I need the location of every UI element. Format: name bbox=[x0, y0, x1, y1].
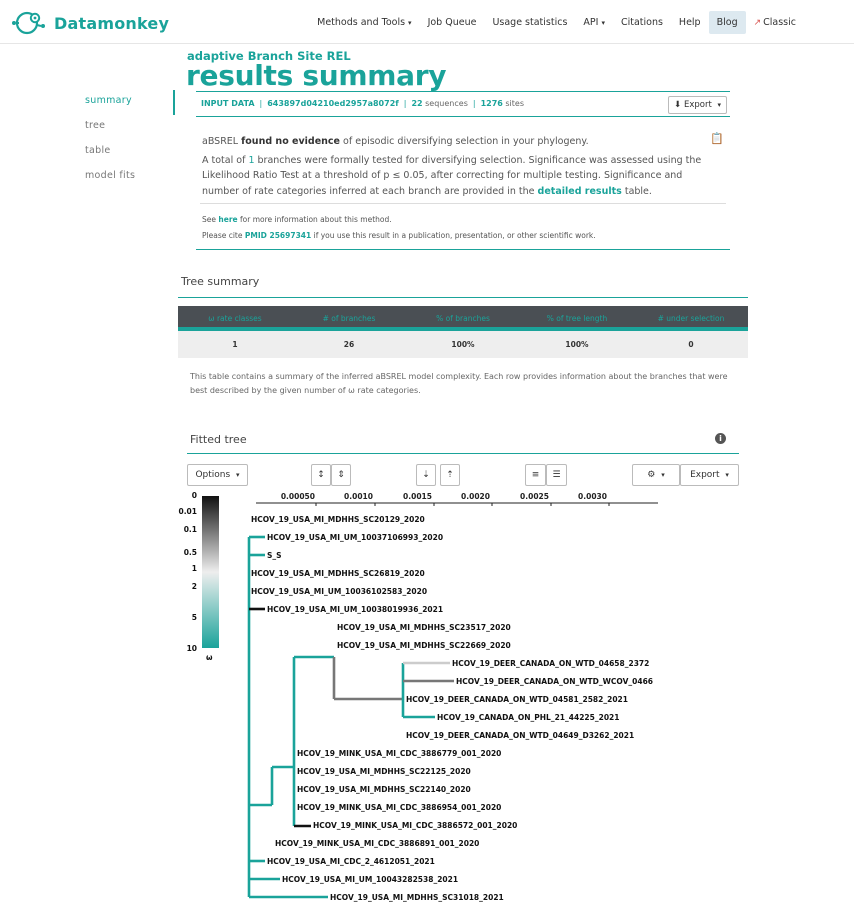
legend-tick: 5 bbox=[191, 613, 197, 622]
legend-tick: 0 bbox=[191, 491, 197, 500]
axis-tick-label: 0.0030 bbox=[578, 492, 607, 501]
caret-down-icon: ▾ bbox=[661, 471, 665, 479]
column-header[interactable]: # under selection bbox=[657, 314, 725, 323]
leaf-label[interactable]: HCOV_19_USA_MI_MDHHS_SC31018_2021 bbox=[330, 893, 504, 902]
sort-ascending-icon: ⇣ bbox=[422, 470, 430, 480]
caret-down-icon: ▾ bbox=[601, 19, 605, 27]
table-cell: 26 bbox=[343, 340, 355, 349]
leaf-label[interactable]: HCOV_19_DEER_CANADA_ON_WTD_04581_2582_2021 bbox=[406, 695, 628, 704]
sidenav-item-model-fits[interactable]: model fits bbox=[85, 170, 136, 181]
legend-tick: 10 bbox=[186, 644, 197, 653]
sidenav-item-summary[interactable]: summary bbox=[78, 90, 175, 115]
sidenav-item-tree[interactable]: tree bbox=[85, 120, 106, 131]
sites-label: sites bbox=[505, 99, 524, 108]
leaf-label[interactable]: HCOV_19_DEER_CANADA_ON_WTD_04658_2372 bbox=[452, 659, 650, 668]
summary-result: found no evidence bbox=[241, 136, 341, 147]
leaf-label[interactable]: HCOV_19_CANADA_ON_PHL_21_44225_2021 bbox=[437, 713, 620, 722]
sidenav-item-table[interactable]: table bbox=[85, 145, 111, 156]
leaf-label[interactable]: HCOV_19_MINK_USA_MI_CDC_3886572_001_2020 bbox=[313, 821, 518, 830]
pmid-link[interactable]: PMID 25697341 bbox=[244, 231, 312, 240]
separator: | bbox=[472, 99, 476, 108]
axis-tick-label: 0.0015 bbox=[403, 492, 432, 501]
caret-down-icon: ▾ bbox=[717, 101, 721, 109]
leaf-label[interactable]: HCOV_19_USA_MI_MDHHS_SC26819_2020 bbox=[251, 569, 425, 578]
leaf-label[interactable]: HCOV_19_USA_MI_MDHHS_SC23517_2020 bbox=[337, 623, 511, 632]
summary-text: branches were formally tested for diversifying selection. Significance was assessed using the Likelihood Ratio Test at a threshold of p ≤ 0.05, after correcting for multiple testing. Significance and number of rate categories inferred at each branch are provided in the bbox=[202, 154, 702, 197]
nav-label: Usage statistics bbox=[492, 17, 568, 28]
align-right-icon: ☰ bbox=[552, 470, 561, 480]
brand-name: Datamonkey bbox=[54, 13, 170, 33]
nav-label: Blog bbox=[716, 17, 738, 28]
caret-down-icon: ▾ bbox=[408, 19, 412, 27]
sequence-count: 22 bbox=[411, 99, 423, 108]
method-subtitle: adaptive Branch Site REL bbox=[187, 49, 351, 63]
gear-icon: ⚙ bbox=[647, 470, 656, 480]
external-link-icon: ↗ bbox=[753, 18, 762, 28]
axis-tick-label: 0.00050 bbox=[280, 492, 315, 501]
leaf-label[interactable]: HCOV_19_USA_MI_CDC_2_4612051_2021 bbox=[267, 857, 435, 866]
omega-color-legend bbox=[202, 496, 219, 648]
leaf-label[interactable]: HCOV_19_USA_MI_UM_10043282538_2021 bbox=[282, 875, 459, 884]
summary-text: A total of bbox=[202, 154, 246, 166]
download-icon: ⬇ bbox=[674, 100, 682, 110]
info-text: Please cite bbox=[202, 231, 243, 240]
clipboard-icon[interactable]: 📋 bbox=[710, 132, 724, 145]
method-info-link[interactable]: here bbox=[218, 215, 238, 224]
legend-tick: 0.1 bbox=[183, 525, 197, 534]
separator: | bbox=[259, 99, 263, 108]
nav-label: Help bbox=[678, 17, 701, 28]
caret-down-icon: ▾ bbox=[725, 471, 729, 479]
site-count: 1276 bbox=[480, 99, 503, 108]
label-clip-mask bbox=[658, 655, 688, 690]
table-cell: 1 bbox=[232, 340, 238, 349]
tree-summary-caption: This table contains a summary of the inferred aBSREL model complexity. Each row provides information about the branches that were best described by the given number of ω rate categories. bbox=[190, 372, 728, 395]
info-text: for more information about this method. bbox=[240, 215, 392, 224]
separator: | bbox=[403, 99, 407, 108]
nav-label: Job Queue bbox=[427, 17, 477, 28]
sequences-label: sequences bbox=[425, 99, 468, 108]
options-label: Options bbox=[195, 470, 231, 480]
column-header[interactable]: # of branches bbox=[322, 314, 376, 323]
legend-ticks bbox=[178, 491, 197, 653]
tree-summary-title: Tree summary bbox=[181, 275, 260, 288]
arrows-vertical-icon: ↕ bbox=[317, 470, 325, 480]
nav-label: API bbox=[583, 17, 599, 28]
leaf-labels bbox=[251, 515, 653, 902]
table-cell: 0 bbox=[688, 340, 694, 349]
page-title: results summary bbox=[186, 59, 447, 92]
leaf-label[interactable]: HCOV_19_USA_MI_MDHHS_SC22125_2020 bbox=[297, 767, 471, 776]
leaf-label[interactable]: HCOV_19_USA_MI_MDHHS_SC22669_2020 bbox=[337, 641, 511, 650]
table-cell: 100% bbox=[565, 340, 589, 349]
column-header[interactable]: ω rate classes bbox=[208, 314, 262, 323]
detailed-results-link[interactable]: detailed results bbox=[537, 185, 622, 197]
leaf-label[interactable]: HCOV_19_MINK_USA_MI_CDC_3886954_001_2020 bbox=[297, 803, 502, 812]
sort-descending-icon: ⇡ bbox=[446, 470, 454, 480]
legend-omega-label: ω bbox=[206, 653, 213, 662]
summary-text: of episodic diversifying selection in your phylogeny. bbox=[343, 136, 589, 147]
info-icon[interactable]: i bbox=[715, 433, 726, 444]
axis-ticks bbox=[281, 492, 609, 506]
nav-label: Methods and Tools bbox=[317, 17, 406, 28]
leaf-label[interactable]: HCOV_19_USA_MI_UM_10037106993_2020 bbox=[267, 533, 444, 542]
leaf-label[interactable]: HCOV_19_DEER_CANADA_ON_WTD_04649_D3262_2021 bbox=[406, 731, 635, 740]
summary-text: table. bbox=[624, 185, 652, 197]
axis-tick-label: 0.0025 bbox=[520, 492, 549, 501]
leaf-label[interactable]: HCOV_19_DEER_CANADA_ON_WTD_WCOV_0466 bbox=[456, 677, 654, 686]
fitted-tree-title: Fitted tree bbox=[190, 433, 247, 446]
tested-branch-count: 1 bbox=[248, 154, 255, 166]
legend-tick: 2 bbox=[191, 582, 197, 591]
leaf-label[interactable]: HCOV_19_USA_MI_MDHHS_SC20129_2020 bbox=[251, 515, 425, 524]
column-header[interactable]: % of branches bbox=[436, 314, 490, 323]
leaf-label[interactable]: HCOV_19_USA_MI_UM_10038019936_2021 bbox=[267, 605, 444, 614]
table-cell: 100% bbox=[451, 340, 475, 349]
axis-tick-label: 0.0020 bbox=[461, 492, 490, 501]
caret-down-icon: ▾ bbox=[236, 471, 240, 479]
export-label: Export bbox=[690, 470, 720, 480]
input-file-name: 643897d04210ed2957a8072f bbox=[267, 99, 399, 108]
nav-label: Classic bbox=[763, 17, 796, 28]
legend-tick: 0.01 bbox=[178, 507, 197, 516]
legend-tick: 0.5 bbox=[183, 548, 197, 557]
axis-tick-label: 0.0010 bbox=[344, 492, 373, 501]
summary-text: aBSREL bbox=[202, 136, 239, 147]
compress-vertical-icon: ⇕ bbox=[337, 470, 345, 480]
column-header[interactable]: % of tree length bbox=[546, 314, 608, 323]
info-text: See bbox=[202, 215, 216, 224]
align-left-icon: ≡ bbox=[531, 470, 540, 480]
legend-tick: 1 bbox=[191, 564, 197, 573]
leaf-label[interactable]: HCOV_19_MINK_USA_MI_CDC_3886779_001_2020 bbox=[297, 749, 502, 758]
leaf-label[interactable]: HCOV_19_USA_MI_MDHHS_SC22140_2020 bbox=[297, 785, 471, 794]
nav-label: Citations bbox=[620, 17, 663, 28]
input-data-label: INPUT DATA bbox=[201, 99, 255, 108]
leaf-label[interactable]: HCOV_19_USA_MI_UM_10036102583_2020 bbox=[251, 587, 428, 596]
leaf-label[interactable]: S_S bbox=[267, 551, 282, 560]
export-label: Export bbox=[683, 100, 712, 110]
info-text: if you use this result in a publication, presentation, or other scientific work. bbox=[313, 231, 596, 240]
leaf-label[interactable]: HCOV_19_MINK_USA_MI_CDC_3886891_001_2020 bbox=[275, 839, 480, 848]
